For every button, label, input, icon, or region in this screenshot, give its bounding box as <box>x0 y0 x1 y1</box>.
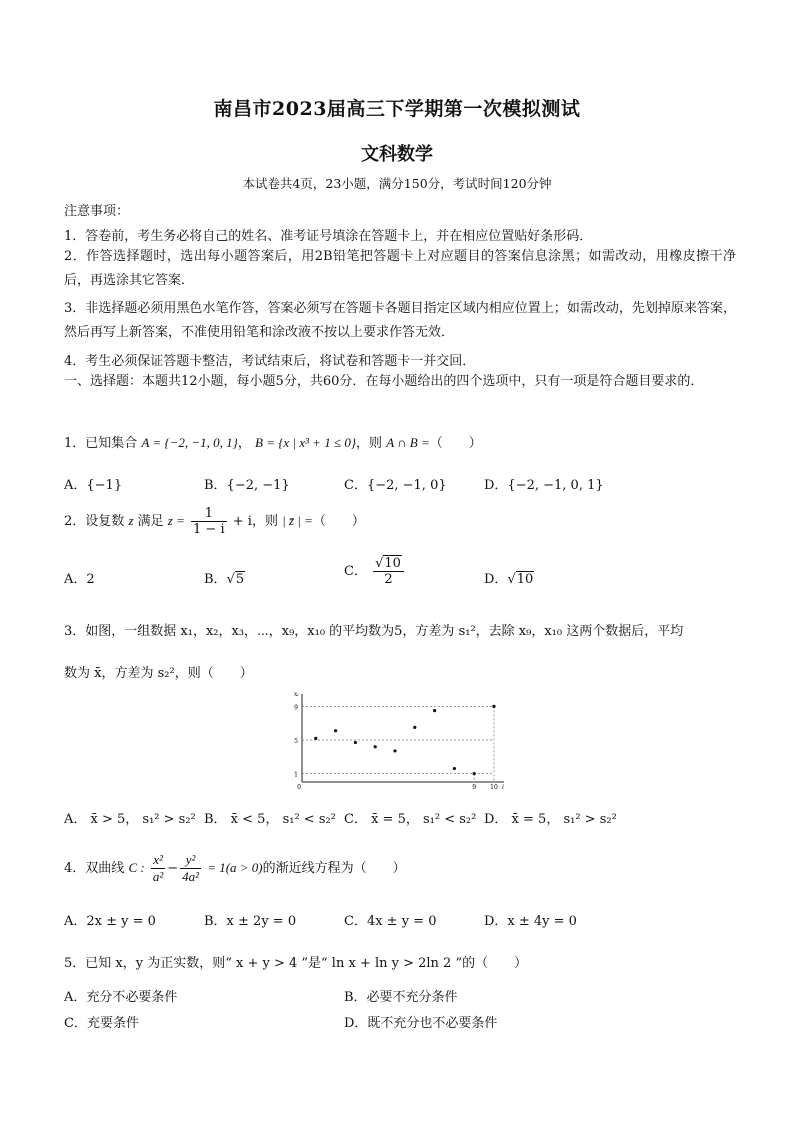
q2-option-c-label: C． <box>344 564 367 579</box>
q1-option-a: A．{−1} <box>64 478 123 493</box>
q1-option-c: C．{−2, −1, 0} <box>344 478 447 493</box>
q2-option-a: A．2 <box>64 572 95 587</box>
q4-n2: y² <box>185 852 196 867</box>
q4-option-a: A．2x ± y = 0 <box>64 914 156 929</box>
exam-info: 本试卷共4页，23小题，满分150分，考试时间120分钟 <box>242 176 552 191</box>
data-point-6 <box>413 726 416 729</box>
q1-option-b: B．{−2, −1} <box>204 478 290 493</box>
q3-option-a: A． x̄ > 5， s₁² > s₂² <box>64 812 196 827</box>
data-point-10 <box>492 705 495 708</box>
y-tick-label-1: 1 <box>294 771 298 779</box>
q4-d2: 4a² <box>182 869 200 884</box>
q2-option-d-root: 10 <box>516 572 534 587</box>
data-point-5 <box>393 749 396 752</box>
q4-number: 4． <box>64 861 86 876</box>
note-3: 3．非选择题必须用黑色水笔作答，答案必须写在答题卡各题目指定区域内相应位置上；如需改动，先划掉原来答案，然后再写上新答案，不准使用铅笔和涂改液不按以上要求作答无效． <box>64 301 736 340</box>
q1-number: 1． <box>64 436 86 451</box>
q4-rhs: = 1(a > 0) <box>207 860 263 875</box>
q2-option-d: D．√10 <box>484 572 534 587</box>
q4-d1: a² <box>152 869 164 884</box>
note-1: 1．答卷前，考生务必将自己的姓名、准考证号填涂在答题卡上，并在相应位置贴好条形码． <box>64 229 593 244</box>
x-tick-label-9: 9 <box>472 784 477 790</box>
chart-labels <box>294 691 504 790</box>
q4-option-b: B．x ± 2y = 0 <box>204 914 297 929</box>
q2-option-b: B．√5 <box>204 572 245 587</box>
q2-option-c <box>344 556 406 587</box>
q2-fraction <box>191 506 227 537</box>
q4-n1: x² <box>153 852 163 867</box>
q3-option-c: C． x̄ = 5， s₁² < s₂² <box>344 812 477 827</box>
note-2: 2．作答选择题时，选出每小题答案后，用2B铅笔把答题卡上对应题目的答案信息涂黑；如需改动，用橡皮擦干净后，再选涂其它答案． <box>64 249 736 288</box>
data-point-2 <box>334 729 337 732</box>
exam-title: 南昌市2023届高三下学期第一次模拟测试 <box>213 98 581 120</box>
q5-stem: 5．已知 x，y 为正实数，则“ x + y > 4 ”是“ ln x + ln y > 2ln 2 ”的（ ） <box>64 956 528 971</box>
q2-var: z <box>128 513 134 528</box>
q2-option-b-label: B． <box>204 572 227 587</box>
q2-stem-b: 满足 <box>137 514 164 529</box>
q2-option-d-label: D． <box>484 572 508 587</box>
y-axis-label: xᵢ <box>294 691 299 698</box>
q4-curve-name: C : <box>128 860 145 875</box>
question-1: 1．已知集合 A = {−2, −1, 0, 1}， B = {x | x³ + 1 ≤ 0}，则 A ∩ B =（ ） <box>64 435 482 451</box>
x-tick-label-0: 0 <box>297 784 301 790</box>
q3-option-d: D． x̄ = 5， s₁² > s₂² <box>484 812 617 827</box>
q2-stem-c: ，则 <box>251 514 278 529</box>
data-point-4 <box>374 745 377 748</box>
y-tick-label-5: 5 <box>294 738 298 745</box>
section-1-heading: 一、选择题：本题共12小题，每小题5分，共60分．在每小题给出的四个选项中，只有一项是符合题目要求的． <box>64 374 704 389</box>
q2-frac-den: 1 − i <box>193 522 225 537</box>
chart-frame <box>302 694 504 782</box>
data-point-7 <box>433 709 436 712</box>
q1-option-d: D．{−2, −1, 0, 1} <box>484 478 604 493</box>
q4-stem-b: 的渐近线方程为（ ） <box>262 861 406 876</box>
question-4: 4．双曲线 C : $\frac{\text{x²}}{\text{a²}}$ − $\frac{\text{y²}}{\text{4a²}}$ = 1(a > 0)的渐近线方程为（ ） <box>64 852 406 884</box>
q1-paren: （ ） <box>429 436 482 451</box>
q2-paren: （ ） <box>312 514 365 529</box>
data-point-3 <box>354 741 357 744</box>
q2-option-b-root: 5 <box>235 572 245 587</box>
q1-expr: A ∩ B = <box>386 435 430 450</box>
question-2 <box>64 506 736 537</box>
q1-set-b: B = {x | x³ + 1 ≤ 0} <box>255 435 357 450</box>
q4-option-c: C．4x ± y = 0 <box>344 914 437 929</box>
q2-number: 2． <box>64 514 86 529</box>
x-axis-label: i <box>502 784 504 790</box>
q5-option-d: D．既不充分也不必要条件 <box>344 1016 498 1031</box>
q3-option-b: B． x̄ < 5， s₁² < s₂² <box>204 812 336 827</box>
x-tick-label-10: 10 <box>490 784 498 790</box>
q5-option-b: B．必要不充分条件 <box>344 990 458 1005</box>
q5-option-c: C．充要条件 <box>64 1016 139 1031</box>
data-point-1 <box>314 737 317 740</box>
q2-option-c-den: 2 <box>384 572 393 587</box>
exam-subtitle: 文科数学 <box>361 144 433 165</box>
q1-stem-b: ，则 <box>356 436 383 451</box>
q2-frac-num: 1 <box>191 506 227 522</box>
q1-set-a: A = {−2, −1, 0, 1} <box>141 435 238 450</box>
q2-lhs: z = <box>167 513 185 528</box>
y-tick-label-9: 9 <box>294 704 298 712</box>
q2-option-c-root: 10 <box>384 556 401 571</box>
q2-abs: | z̄ | = <box>282 513 313 528</box>
q4-frac-1 <box>151 852 165 885</box>
q4-option-d: D．x ± 4y = 0 <box>484 914 577 929</box>
q4-stem-a: 双曲线 <box>85 861 125 876</box>
q3-line-2: 数为 x̄，方差为 s₂²，则（ ） <box>64 666 253 681</box>
data-point-8 <box>453 767 456 770</box>
q2-option-c-fraction: $\frac{√10}{2}$ <box>373 556 404 587</box>
notes-heading: 注意事项： <box>64 204 130 219</box>
q2-tail: + i <box>232 514 252 529</box>
chart-points <box>314 705 495 775</box>
q1-stem-a: 已知集合 <box>85 436 138 451</box>
note-4: 4．考生必须保证答题卡整洁，考试结束后，将试卷和答题卡一并交回． <box>64 354 476 369</box>
q5-option-a: A．充分不必要条件 <box>64 990 178 1005</box>
q2-stem-a: 设复数 <box>85 514 125 529</box>
q4-frac-2 <box>180 852 201 885</box>
data-point-9 <box>473 772 476 775</box>
q3-scatter-chart <box>286 690 508 790</box>
q3-line-1: 3．如图，一组数据 x₁，x₂，x₃，⋯，x₉，x₁₀ 的平均数为5，方差为 s₁²，去除 x₉，x₁₀ 这两个数据后，平均 <box>64 624 684 639</box>
